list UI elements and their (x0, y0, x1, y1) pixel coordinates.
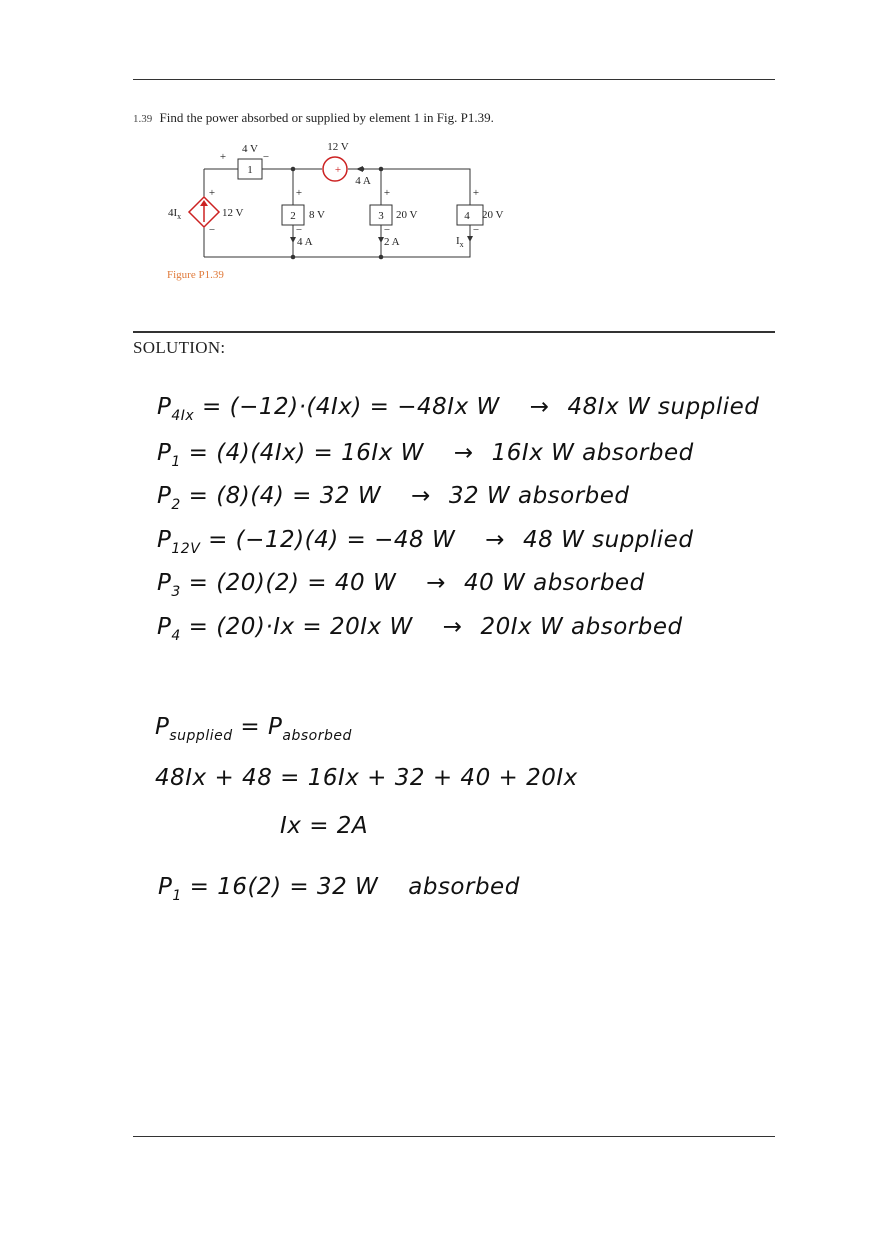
element-4-box (457, 205, 483, 225)
sum-equation: 48Ix + 48 = 16Ix + 32 + 40 + 20Ix (155, 765, 578, 791)
ix-result: Ix = 2A (280, 813, 369, 839)
solution-heading: SOLUTION: (133, 338, 226, 357)
element-1-plus: + (219, 151, 227, 163)
final-answer: $P_1 = 16(2) = 32$ W absorbed (158, 874, 520, 904)
element-4-minus: − (472, 224, 480, 236)
dep-source-voltage: 12 V (222, 207, 244, 219)
problem-text: Find the power absorbed or supplied by element 1 in Fig. P1.39. (159, 110, 494, 125)
element-2-current: 4 A (297, 236, 313, 248)
solution-rule (133, 331, 775, 333)
element-1-minus: − (262, 151, 270, 163)
current-arrow-ix (467, 236, 473, 242)
element-2-minus: − (295, 224, 303, 236)
current-arrow-4a (290, 237, 296, 243)
element-2-voltage: 8 V (309, 209, 325, 221)
element-3-minus: − (383, 224, 391, 236)
element-1-voltage: 4 V (242, 143, 258, 155)
dep-source-plus: + (208, 187, 216, 199)
node-dot (291, 255, 296, 260)
element-3-plus: + (383, 187, 391, 199)
source-12v-label: 12 V (327, 141, 349, 153)
dep-source-label: $4I_x$ (168, 207, 182, 221)
solution-line-5: $P_3 = (20)(2) = 40$ W → 40 W absorbed (157, 570, 645, 600)
top-rule (133, 79, 775, 80)
element-2-id: 2 (290, 210, 296, 222)
problem-number: 1.39 (133, 113, 153, 125)
problem-statement (133, 110, 494, 126)
element-3-voltage: 20 V (396, 209, 418, 221)
node-dot (379, 167, 384, 172)
power-balance: $P_{supplied} = P_{absorbed}$ (155, 714, 352, 744)
element-3-id: 3 (378, 210, 384, 222)
source-12v-plus: + (334, 164, 342, 176)
solution-line-2: $P_1 = (4)(4Ix) = 16Ix$ W → 16Ix W absorbed (157, 440, 694, 470)
node-dot (291, 167, 296, 172)
solution-line-6: $P_4 = (20)\cdot Ix = 20Ix$ W → 20Ix W absorbed (157, 614, 683, 644)
dep-source-minus: − (208, 224, 216, 236)
element-3-current: 2 A (384, 236, 400, 248)
solution-line-1: $P_{4Ix} = (-12)\cdot(4Ix) = -48Ix$ W → 48Ix W supplied (157, 394, 760, 424)
circuit-diagram (160, 138, 520, 266)
element-4-plus: + (472, 187, 480, 199)
element-1-id: 1 (247, 164, 253, 176)
element-2-plus: + (295, 187, 303, 199)
circuit-wires (204, 169, 470, 257)
element-4-voltage: 20 V (482, 209, 504, 221)
element-4-current: $I_x$ (456, 235, 464, 249)
bottom-rule (133, 1136, 775, 1137)
current-arrow-4a-top (356, 166, 363, 172)
source-12v-current: 4 A (355, 175, 371, 187)
figure-caption: Figure P1.39 (167, 269, 224, 281)
node-dot (379, 255, 384, 260)
solution-line-4: $P_{12V} = (-12)(4) = -48$ W → 48 W supplied (157, 527, 694, 557)
solution-line-3: $P_2 = (8)(4) = 32$ W → 32 W absorbed (157, 483, 630, 513)
element-4-id: 4 (464, 210, 470, 222)
